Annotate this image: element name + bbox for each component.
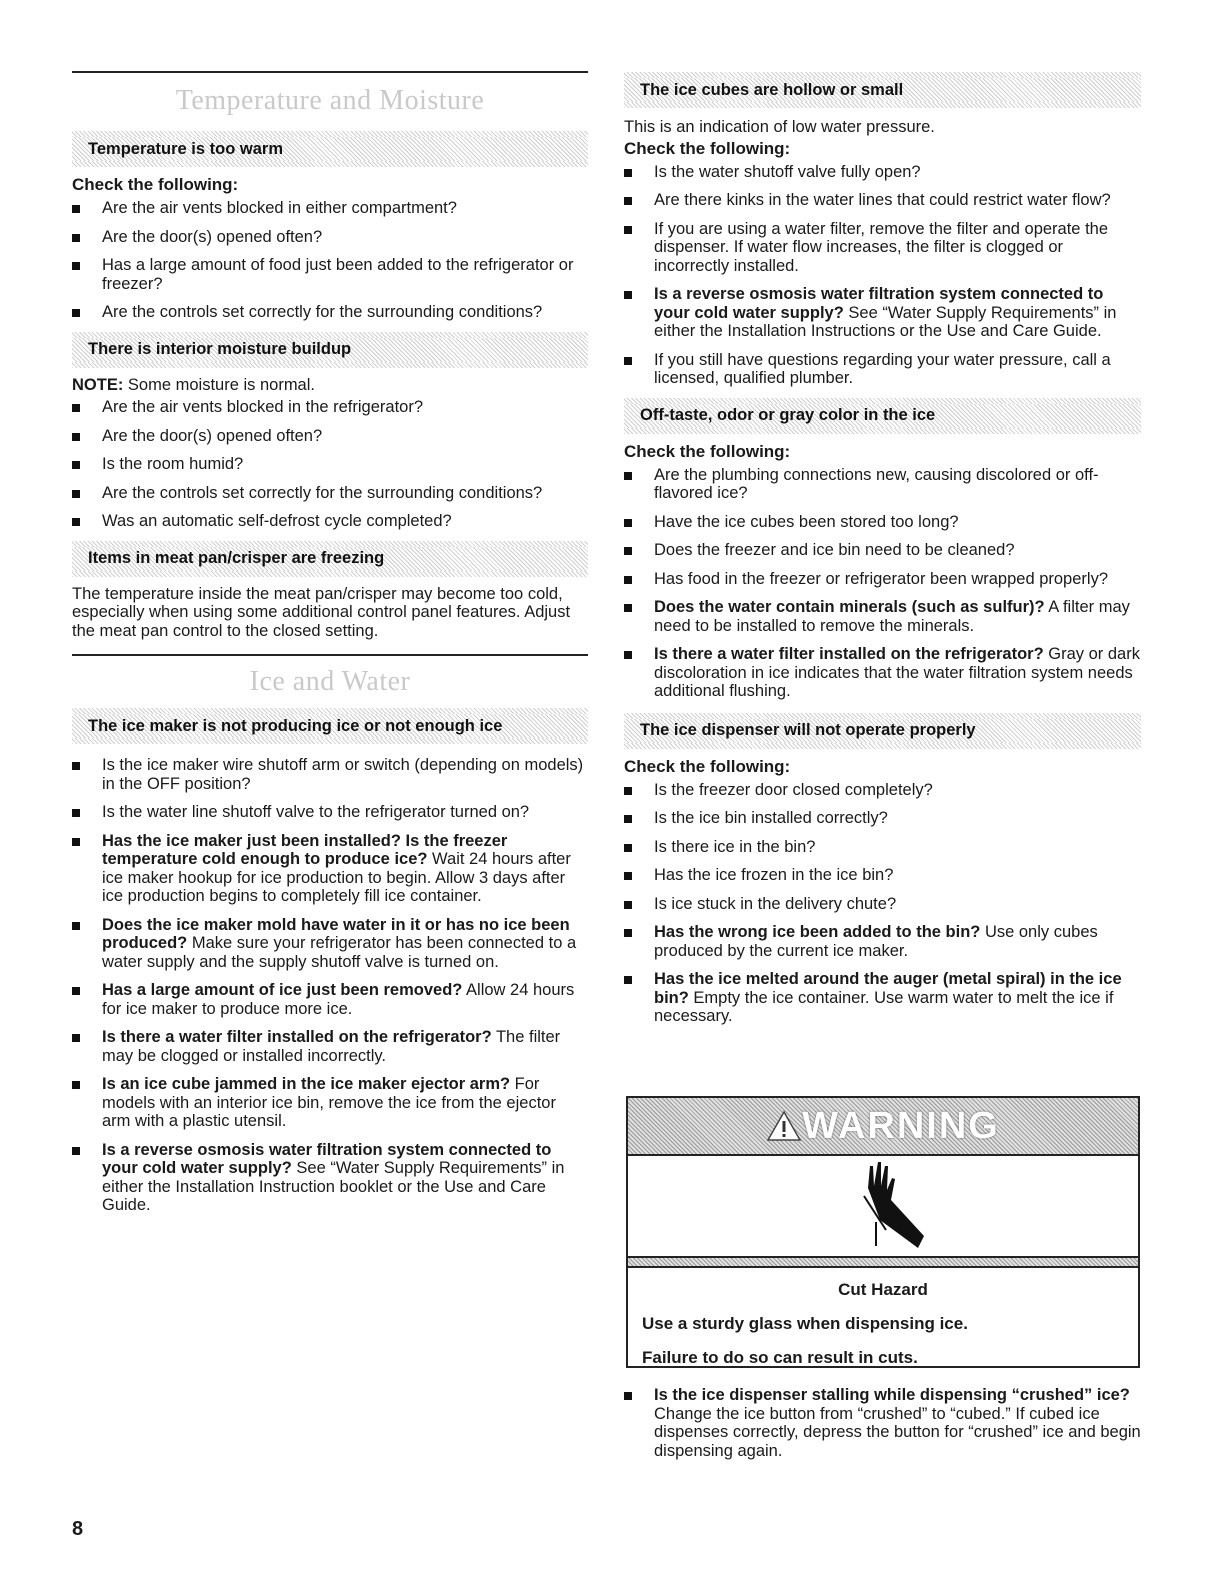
list-item: Has a large amount of food just been added to the refrigerator or freezer? [72, 256, 588, 293]
warning-body [628, 1268, 1138, 1388]
heading-hollow [624, 78, 1141, 102]
warning-line-2: Failure to do so can result in cuts. [642, 1348, 918, 1367]
left-column [72, 0, 588, 1225]
top-rule [72, 71, 588, 73]
moisture-list [72, 398, 588, 531]
list-item: Has the ice maker just been installed? Is the freezer temperature cold enough to produce ice? Wait 24 hours after ice maker hookup for ice production to begin. Allow 3 days after ice production begins to completely fill ice container. [72, 832, 588, 906]
list-item: Has a large amount of ice just been removed? Allow 24 hours for ice maker to produce more ice. [72, 981, 588, 1018]
list-item: If you still have questions regarding your water pressure, call a licensed, qualified plumber. [624, 351, 1141, 388]
list-item: Are there kinks in the water lines that could restrict water flow? [624, 191, 1141, 210]
list-item: Has the ice melted around the auger (metal spiral) in the ice bin? Empty the ice container. Use warm water to melt the ice if necessary. [624, 970, 1141, 1026]
crisper-text: The temperature inside the meat pan/crisper may become too cold, especially when using some additional control panel features. Adjust the meat pan control to the closed setting. [72, 584, 571, 640]
hollow-list [624, 163, 1141, 388]
heading-bar-bottom [72, 161, 588, 167]
warning-box [626, 1096, 1140, 1368]
heading-bar-bottom [72, 362, 588, 368]
list-item: Is the ice dispenser stalling while dispensing “crushed” ice? Change the ice button from “crushed” to “cubed.” If cubed ice dispenses correctly, depress the button for “crushed” ice and begin dispensing again. [624, 1386, 1141, 1460]
heading-moisture [72, 338, 588, 362]
heading-text: Off-taste, odor or gray color in the ice [640, 406, 936, 424]
list-item: Was an automatic self-defrost cycle completed? [72, 512, 588, 531]
note [72, 376, 588, 395]
warm-list [72, 199, 588, 322]
heading-not-producing [72, 714, 588, 738]
list-item: Is there a water filter installed on the refrigerator? Gray or dark discoloration in ice indicates that the water filtration system needs additional flushing. [624, 645, 1141, 701]
warning-title: Cut Hazard [838, 1280, 928, 1299]
warning-divider [628, 1256, 1138, 1268]
warning-label: WARNING [802, 1104, 1000, 1147]
list-item: Are the air vents blocked in the refrigerator? [72, 398, 588, 417]
check-label: Check the following: [624, 756, 791, 776]
list-item: Is there a water filter installed on the refrigerator? The filter may be clogged or installed incorrectly. [72, 1028, 588, 1065]
heading-bar-bottom [624, 743, 1141, 749]
list-item: Has the wrong ice been added to the bin? Use only cubes produced by the current ice maker. [624, 923, 1141, 960]
heading-warm [72, 137, 588, 161]
list-item: Are the plumbing connections new, causing discolored or off-flavored ice? [624, 466, 1141, 503]
list-item: Is the ice maker wire shutoff arm or switch (depending on models) in the OFF position? [72, 756, 588, 793]
section-rule [72, 654, 588, 656]
heading-bar-bottom [72, 738, 588, 744]
right-column [624, 0, 1141, 1036]
list-item: Is the water line shutoff valve to the refrigerator turned on? [72, 803, 588, 822]
list-item: Is the room humid? [72, 455, 588, 474]
list-item: Does the freezer and ice bin need to be cleaned? [624, 541, 1141, 560]
heading-crisper [72, 547, 588, 571]
list-item: Is there ice in the bin? [624, 838, 1141, 857]
heading-bar-bottom [624, 428, 1141, 434]
list-item: Is a reverse osmosis water filtration system connected to your cold water supply? See “Water Supply Requirements” in either the Installation Instruction booklet or the Use and Care Guide. [72, 1141, 588, 1215]
page-number: 8 [72, 1518, 84, 1540]
heading-text: Temperature is too warm [88, 139, 283, 158]
list-item: Has food in the freezer or refrigerator been wrapped properly? [624, 570, 1141, 589]
check-label: Check the following: [624, 441, 791, 461]
list-item: Are the air vents blocked in either compartment? [72, 199, 588, 218]
list-item: Does the water contain minerals (such as sulfur)? A filter may need to be installed to remove the minerals. [624, 598, 1141, 635]
list-item: Are the door(s) opened often? [72, 228, 588, 247]
list-item: Is the water shutoff valve fully open? [624, 163, 1141, 182]
note-text: Some moisture is normal. [123, 375, 315, 394]
cut-hazard-hand-icon [628, 1156, 1138, 1256]
warning-banner [628, 1098, 1138, 1156]
list-item: Are the controls set correctly for the surrounding conditions? [72, 484, 588, 503]
heading-bar-bottom [72, 571, 588, 577]
list-item: Is the freezer door closed completely? [624, 781, 1141, 800]
list-item: Is a reverse osmosis water filtration system connected to your cold water supply? See “Water Supply Requirements” in either the Installation Instructions or the Use and Care Guide. [624, 285, 1141, 341]
section-title-ice-water: Ice and Water [249, 666, 411, 697]
heading-text: There is interior moisture buildup [88, 340, 352, 358]
alert-triangle-icon [766, 1110, 802, 1142]
check-label: Check the following: [624, 138, 791, 158]
list-item: Does the ice maker mold have water in it or has no ice been produced? Make sure your refrigerator has been connected to a water supply and the supply shutoff valve is turned on. [72, 916, 588, 972]
list-item: Is ice stuck in the delivery chute? [624, 895, 1141, 914]
section-title-temperature: Temperature and Moisture [175, 85, 485, 116]
taste-list [624, 466, 1141, 701]
list-item: Are the controls set correctly for the surrounding conditions? [72, 303, 588, 322]
heading-dispenser [624, 719, 1141, 743]
hollow-intro: This is an indication of low water pressure. [624, 118, 935, 136]
dispenser-list [624, 781, 1141, 1026]
note-label: NOTE: [72, 375, 124, 394]
list-item: Has the ice frozen in the ice bin? [624, 866, 1141, 885]
check-label: Check the following: [72, 175, 239, 194]
heading-text: The ice dispenser will not operate properly [640, 721, 976, 739]
heading-taste [624, 404, 1141, 428]
list-item: Is the ice bin installed correctly? [624, 809, 1141, 828]
dispenser-list-continued [624, 1386, 1141, 1460]
not-producing-list [72, 756, 588, 1215]
warning-line-1: Use a sturdy glass when dispensing ice. [642, 1314, 968, 1333]
heading-text: Items in meat pan/crisper are freezing [88, 549, 385, 567]
hand-icon [828, 1158, 938, 1254]
list-item: Have the ice cubes been stored too long? [624, 513, 1141, 532]
list-item: Is an ice cube jammed in the ice maker ejector arm? For models with an interior ice bin, remove the ice from the ejector arm with a plastic utensil. [72, 1075, 588, 1131]
heading-text: The ice cubes are hollow or small [640, 80, 904, 99]
list-item: Are the door(s) opened often? [72, 427, 588, 446]
heading-bar-bottom [624, 102, 1141, 108]
after-warning [624, 1386, 1141, 1470]
heading-text: The ice maker is not producing ice or not enough ice [88, 716, 503, 735]
list-item: If you are using a water filter, remove the filter and operate the dispenser. If water flow increases, the filter is clogged or incorrectly installed. [624, 220, 1141, 276]
